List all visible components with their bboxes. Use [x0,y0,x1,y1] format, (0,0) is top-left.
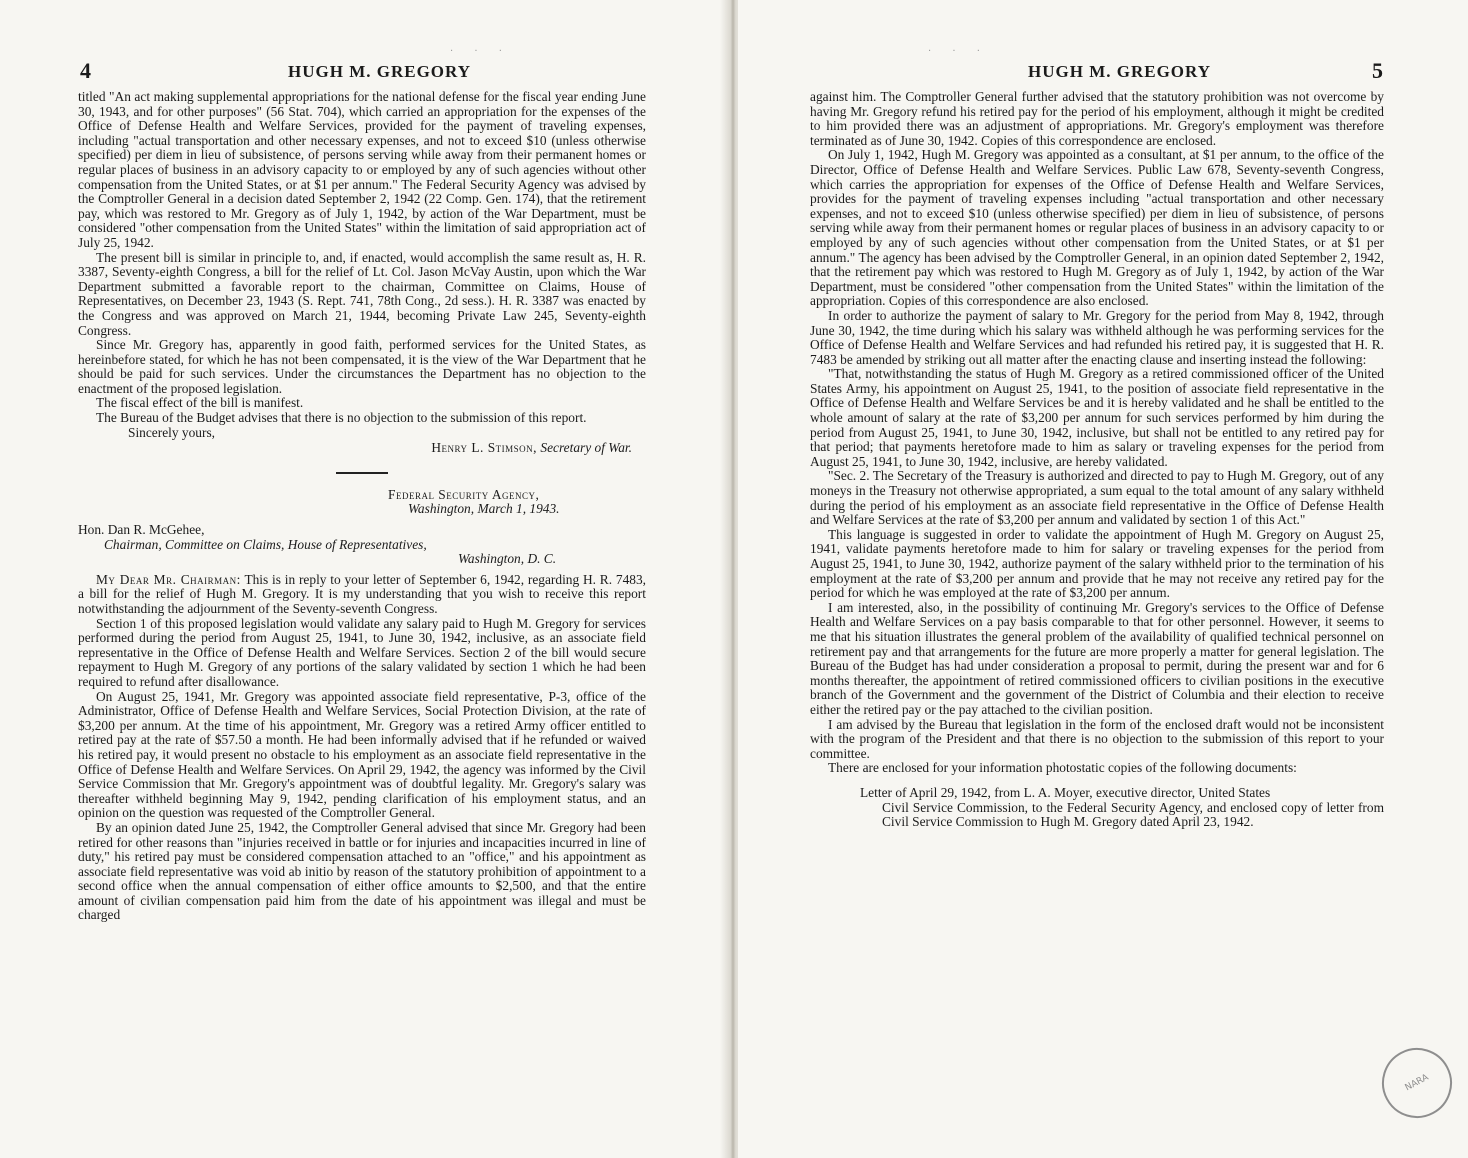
paragraph: This is in reply to your letter of September 6, 1942, regarding H. R. 7483, a bill for the relief of Hugh M. Gregory. It is my understanding that you wish to receive this report notwithstanding the adjournment of the Seventy-seventh Congress. [78,571,647,616]
paragraph: titled "An act making supplemental appropriations for the national defense for the fiscal year ending June 30, 1943, and for other purposes" (56 Stat. 704), which carried an appropriation for the expenses of the Office of Defense Health and Welfare Services, provided for the payment of traveling expenses, including "actual transportation and other necessary expenses, and not to exceed $10 (unless otherwise specified) per diem in lieu of subsistence, of persons serving while away from their permanent homes or regular places of business in an advisory capacity to or employed by any of such agencies without other compensation from the United States, or at $1 per annum." The Federal Security Agency was advised by the Comptroller General in a decision dated September 2, 1942 (22 Comp. Gen. 174), that the retirement pay, which was restored to Mr. Gregory as of July 1, 1942, by action of the War Department, must be considered "other compensation from the United States" within the limitation of said appropriation act of July 25, 1942. [78,89,646,250]
quote-paragraph: "That, notwithstanding the status of Hugh M. Gregory as a retired commissioned officer of the United States Army, his appointment on August 25, 1941, to the position of associate field representative in the Office of Defense Health and Welfare Services be and it is hereby validated and he shall be entitled to the whole amount of salary at the rate of $3,200 per annum for such services performed by him during the period from August 25, 1941, to June 30, 1942, inclusive, but shall not be entitled to any retired pay for that period; that payments heretofore made to him as salary or traveling expenses for the period from August 25, 1941, to June 30, 1942, inclusive, are hereby validated. [810,366,1384,469]
paragraph: There are enclosed for your information photostatic copies of the following documents: [828,760,1297,776]
paragraph: By an opinion dated June 25, 1942, the Comptroller General advised that since Mr. Gregory had been retired for other reasons than "injuries received in battle or for injuries and incapacities incurred in line of duty," his retired pay must be considered compensation attached to an "office," and his appointment as associate field representative was void ab initio by reason of the statutory prohibition of appointment to a second office when the annual compensation of either office amounts to $2,500, and that the entire amount of civilian compensation paid him from the date of his appointment was illegal and must be charged [78,819,646,923]
signature-name: Henry L. Stimson, [431,440,538,456]
signature-title: Secretary of War. [540,440,632,456]
agency-place-date: Washington, March 1, 1943. [408,501,560,517]
paragraph: In order to authorize the payment of salary to Mr. Gregory for the period from May 8, 1942, through June 30, 1942, the time during which his salary was withheld although he was performing services for the Office of Defense Health and Welfare Services and had refunded his retired pay, it is suggested that H. R. 7483 be amended by striking out all matter after the enacting clause and inserting instead the following: [810,307,1384,367]
paragraph: This language is suggested in order to validate the appointment of Hugh M. Gregory on August 25, 1941, validate payments heretofore made to him for salary or traveling expenses for the period from August 25, 1941, to June 30, 1942, authorize payment of the salary withheld prior to the termination of his employment at the rate of $3,200 per annum and provide that he may not receive any retired pay for the period for which he was employed at the rate of $3,200 per annum. [810,526,1384,601]
paragraph: I am advised by the Bureau that legislation in the form of the enclosed draft would not be inconsistent with the program of the President and that there is no objection to the submission of this report to your committee. [810,716,1384,761]
paragraph: On August 25, 1941, Mr. Gregory was appointed associate field representative, P-3, office of the Administrator, Office of Defense Health and Welfare Services, Social Protection Division, at the rate of $3,200 per annum. At the time of his appointment, Mr. Gregory was a retired Army officer entitled to retired pay at the rate of $57.50 a month. He had been informally advised that if he refunded or waived his retired pay, it would present no obstacle to his employment as an associate field representative in the Office of Defense Health and Welfare Services. On April 29, 1942, the agency was informed by the Civil Service Commission that Mr. Gregory's appointment was of doubtful legality. Mr. Gregory's salary was thereafter withheld beginning May 9, 1942, pending clarification of his employment status, and an opinion on the question was requested of the Comptroller General. [78,688,646,821]
paragraph: against him. The Comptroller General further advised that the statutory prohibition was not overcome by having Mr. Gregory refund his retired pay for the period of his employment, although it might be credited to him provided there was an adjustment of appropriations. Mr. Gregory's employment was therefore terminated as of June 30, 1942. Copies of this correspondence are enclosed. [810,89,1384,148]
enclosure-item [860,786,1384,830]
closing: Sincerely yours, [128,424,216,440]
paragraph: The Bureau of the Budget advises that there is no objection to the submission of this report. [96,410,587,426]
paragraph: The present bill is similar in principle to, and, if enacted, would accomplish the same result as, H. R. 3387, Seventy-eighth Congress, a bill for the relief of Lt. Col. Jason McVay Austin, upon which the War Department submitted a favorable report to the chairman, Committee on Claims, House of Representatives, on December 23, 1943 (S. Rept. 741, 78th Cong., 2d sess.). H. R. 3387 was enacted by the Congress and was approved on March 21, 1944, becoming Private Law 245, Seventy-eighth Congress. [78,249,646,338]
addressee-city: Washington, D. C. [458,551,557,567]
enclosure-first-line: Letter of April 29, 1942, from L. A. Moyer, executive director, United States [860,784,1271,800]
page-number: 4 [80,58,91,83]
stamp-text: NARA [1403,1072,1431,1094]
paragraph: I am interested, also, in the possibility of continuing Mr. Gregory's services to the Office of Defense Health and Welfare Services on a pay basis comparable to that for other personnel. However, it seems to me that his situation illustrates the general problem of the availability of qualified technical personnel on retirement pay and that arrangements for the future are more properly a matter for general legislation. The Bureau of the Budget has had under consideration a proposal to permit, during the present war and for 6 months thereafter, the appointment of retired commissioned officers to civilian positions in the executive branch of the Government and the government of the District of Columbia and their election to receive either the retired pay or the pay attached to the civilian position. [810,599,1384,717]
page-number: 5 [1372,58,1383,83]
right-text-column [810,90,1384,830]
left-page: · · · 4 HUGH M. GREGORY titled "An act making supplemental appropriations for the national defense for the fiscal year ending June 30, 1943, and for other purposes" (56 Stat. 704), which carried an appropriation for the expenses of the Office of Defense Health and Welfare Services, provided for the payment of traveling expenses, including "actual transportation and other necessary expenses, and not to exceed $10 (unless otherwise specified) per diem in lieu of subsistence, of persons serving while away from their permanent homes or regular places of business in an advisory capacity to or employed by any of such agencies without other compensation from the United States, or at $1 per annum." The Federal Security Agency was advised by the Comptroller General in a decision dated September 2, 1942 (22 Comp. Gen. 174), that the retirement pay, which was restored to Mr. Gregory as of July 1, 1942, by action of the War Department, must be considered "other compensation from the United States" within the limitation of said appropriation act of July 25, 1942. The present bill is similar in principle to, and, if enacted, would accomplish the same result as, H. R. 3387, Seventy-eighth Congress, a bill for the relief of Lt. Col. Jason McVay Austin, upon which the War Department submitted a favorable report to the chairman, Committee on Claims, House of Representatives, on December 23, 1943 (S. Rept. 741, 78th Cong., 2d sess.). H. R. 3387 was enacted by the Congress and was approved on March 21, 1944, becoming Private Law 245, Seventy-eighth Congress. Since Mr. Gregory has, apparently in good faith, performed services for the United States, as hereinbefore stated, for which he has not been compensated, it is the view of the War Department that he should be paid for such services. Under the circumstances the Department has no objection to the enactment of the proposed legislation. The fiscal effect of the bill is manifest. The Bureau of the Budget advises that there is no objection to the submission of this report. Sincerely yours, Henry L. Stimson, Secretary of War. Federal Security Agency, Washington, March 1, 1943. Hon. Dan R. McGehee, Chairman, Committee on Claims, House of Representatives, Washington, D. C. My Dear Mr. Chairman: This is in reply to your letter of September 6, 1942, regarding H. R. 7483, a bill for the relief of Hugh M. Gregory. It is my understanding that you wish to receive this report notwithstanding the adjournment of the Seventy-seventh Congress. Section 1 of this proposed legislation would validate any salary paid to Hugh M. Gregory for services performed during the period from August 25, 1941, to June 30, 1942, inclusive, as an associate field representative in the Office of Defense Health and Welfare Services. Section 2 of the bill would secure repayment to Hugh M. Gregory of any portions of the salary validated by section 1 which he had been required to refund after disallowance. On August 25, 1941, Mr. Gregory was appointed associate field representative, P-3, office of the Administrator, Office of Defense Health and Welfare Services, Social Protection Division, at the rate of $3,200 per annum. At the time of his appointment, Mr. Gregory was a retired Army officer entitled to retired pay at the rate of $57.50 a month. He had been informally advised that if he refunded or waived his retired pay, it would present no obstacle to his employment as an associate field representative in the Office of Defense Health and Welfare Services. On April 29, 1942, the agency was informed by the Civil Service Commission that Mr. Gregory's appointment was of doubtful legality. Mr. Gregory's salary was thereafter withheld beginning May 9, 1942, pending clarification of his employment status, and an opinion on the question was requested of the Comptroller General. By an opinion dated June 25, 1942, the Comptroller General advised that since Mr. Gregory had been retired for other reasons than "injuries received in battle or for injuries and incapacities incurred in line of duty," his retired pay must be considered compensation attached to an "office," and his appointment as associate field representative was void ab initio by reason of the statutory prohibition of appointment to a second office when the annual compensation of either office amounts to $2,500, and that the entire amount of civilian compensation paid him from the date of his appointment was illegal and must be charged [0,0,728,1158]
right-page: · · · HUGH M. GREGORY 5 against him. The Comptroller General further advised that the statutory prohibition was not overcome by having Mr. Gregory refund his retired pay for the period of his employment, although it might be credited to him provided there was an adjustment of appropriations. Mr. Gregory's employment was therefore terminated as of June 30, 1942. Copies of this correspondence are enclosed. On July 1, 1942, Hugh M. Gregory was appointed as a consultant, at $1 per annum, to the office of the Director, Office of Defense Health and Welfare Services. Public Law 678, Seventy-seventh Congress, which carries the appropriation for expenses of the Office of Defense Health and Welfare Services, provides for the payment of traveling expenses including "actual transportation and other necessary expenses, and not to exceed $10 (unless otherwise specified) per diem in lieu of subsistence, of persons serving while away from their permanent homes or regular places of business in an advisory capacity to or employed by any of such agencies without other compensation from the United States, or at $1 per annum." The agency has been advised by the Comptroller General, in an opinion dated September 2, 1942, that the retirement pay which was restored to Hugh M. Gregory as of July 1, 1942, by action of the War Department, must be considered "other compensation from the United States" within the limitation of the appropriation. Copies of this correspondence are also enclosed. In order to authorize the payment of salary to Mr. Gregory for the period from May 8, 1942, through June 30, 1942, the time during which his salary was withheld although he was performing services for the Office of Defense Health and Welfare Services and had refunded his retired pay, it is suggested that H. R. 7483 be amended by striking out all matter after the enacting clause and inserting instead the following: "That, notwithstanding the status of Hugh M. Gregory as a retired commissioned officer of the United States Army, his appointment on August 25, 1941, to the position of associate field representative in the Office of Defense Health and Welfare Services be and it is hereby validated and he shall be entitled to the whole amount of salary at the rate of $3,200 per annum for such services performed by him during the period from August 25, 1941, to June 30, 1942, inclusive, but shall not be entitled to any retired pay for that period; that payments heretofore made to him as salary or traveling expenses for the period from August 25, 1941, to June 30, 1942, inclusive, are hereby validated. "Sec. 2. The Secretary of the Treasury is authorized and directed to pay to Hugh M. Gregory, out of any moneys in the Treasury not otherwise appropriated, a sum equal to the total amount of any salary withheld during the period of his employment as an associate field representative in the Office of Defense Health and Welfare Services at the rate of $3,200 per annum and validated by section 1 of this Act." This language is suggested in order to validate the appointment of Hugh M. Gregory on August 25, 1941, validate payments heretofore made to him for salary or traveling expenses for the period from August 25, 1941, to June 30, 1942, authorize payment of the salary withheld prior to the termination of his employment at the rate of $3,200 per annum and provide that he may not receive any retired pay for the period for which he was employed at the rate of $3,200 per annum. I am interested, also, in the possibility of continuing Mr. Gregory's services to the Office of Defense Health and Welfare Services on a pay basis comparable to that for other personnel. However, it seems to me that his situation illustrates the general problem of the availability of qualified technical personnel on retirement pay and that arrangements for the future are more properly a matter for general legislation. The Bureau of the Budget has had under consideration a proposal to permit, during the present war and for 6 months thereafter, the appointment of retired commissioned officers to civilian positions in the executive branch of the Government and the government of the District of Columbia and their election to receive either the retired pay or the pay attached to the civilian position. I am advised by the Bureau that legislation in the form of the enclosed draft would not be inconsistent with the program of the President and that there is no objection to the submission of this report to your committee. There are enclosed for your information photostatic copies of the following documents: Letter of April 29, 1942, from L. A. Moyer, executive director, United States Civil Service Commission, to the Federal Security Agency, and enclosed copy of letter from Civil Service Commission to Hugh M. Gregory dated April 23, 1942. [738,0,1468,1158]
agency-name: Federal Security Agency, [388,486,540,502]
quote-paragraph: "Sec. 2. The Secretary of the Treasury is authorized and directed to pay to Hugh M. Gregory, out of any moneys in the Treasury not otherwise appropriated, a sum equal to the total amount of any salary withheld during the period of his employment as an associate field representative in the Office of Defense Health and Welfare Services at the rate of $3,200 per annum and validated by section 1 of this Act." [810,468,1384,528]
salutation: My Dear Mr. Chairman: [96,571,241,587]
paragraph: Since Mr. Gregory has, apparently in good faith, performed services for the United States, as hereinbefore stated, for which he has not been compensated, it is the view of the War Department that he should be paid for such services. Under the circumstances the Department has no objection to the enactment of the proposed legislation. [78,337,646,396]
running-head: HUGH M. GREGORY [1028,62,1211,81]
paragraph: The fiscal effect of the bill is manifest. [96,395,304,411]
addressee-title: Chairman, Committee on Claims, House of Representatives, [104,536,427,552]
enclosure-continuation: Civil Service Commission, to the Federal Security Agency, and enclosed copy of letter from Civil Service Commission to Hugh M. Gregory dated April 23, 1942. [882,799,1384,830]
running-head: HUGH M. GREGORY [288,62,471,81]
paragraph: On July 1, 1942, Hugh M. Gregory was appointed as a consultant, at $1 per annum, to the office of the Director, Office of Defense Health and Welfare Services. Public Law 678, Seventy-seventh Congress, which carries the appropriation for expenses of the Office of Defense Health and Welfare Services, provides for the payment of traveling expenses including "actual transportation and other necessary expenses, and not to exceed $10 (unless otherwise specified) per diem in lieu of subsistence, of persons serving while away from their permanent homes or regular places of business in an advisory capacity to or employed by any of such agencies without other compensation from the United States, or at $1 per annum." The agency has been advised by the Comptroller General, in an opinion dated September 2, 1942, that the retirement pay which was restored to Hugh M. Gregory as of July 1, 1942, by action of the War Department, must be considered "other compensation from the United States" within the limitation of the appropriation. Copies of this correspondence are also enclosed. [810,147,1384,309]
proposed-amendment [810,367,1384,528]
signature [78,441,632,456]
paragraph: Section 1 of this proposed legislation would validate any salary paid to Hugh M. Gregory for services performed during the period from August 25, 1941, to June 30, 1942, inclusive, as an associate field representative in the Office of Defense Health and Welfare Services. Section 2 of the bill would secure repayment to Hugh M. Gregory of any portions of the salary validated by section 1 which he had been required to refund after disallowance. [78,615,646,689]
addressee-name: Hon. Dan R. McGehee, [78,522,205,538]
left-text-column [78,90,646,923]
divider [336,472,388,474]
